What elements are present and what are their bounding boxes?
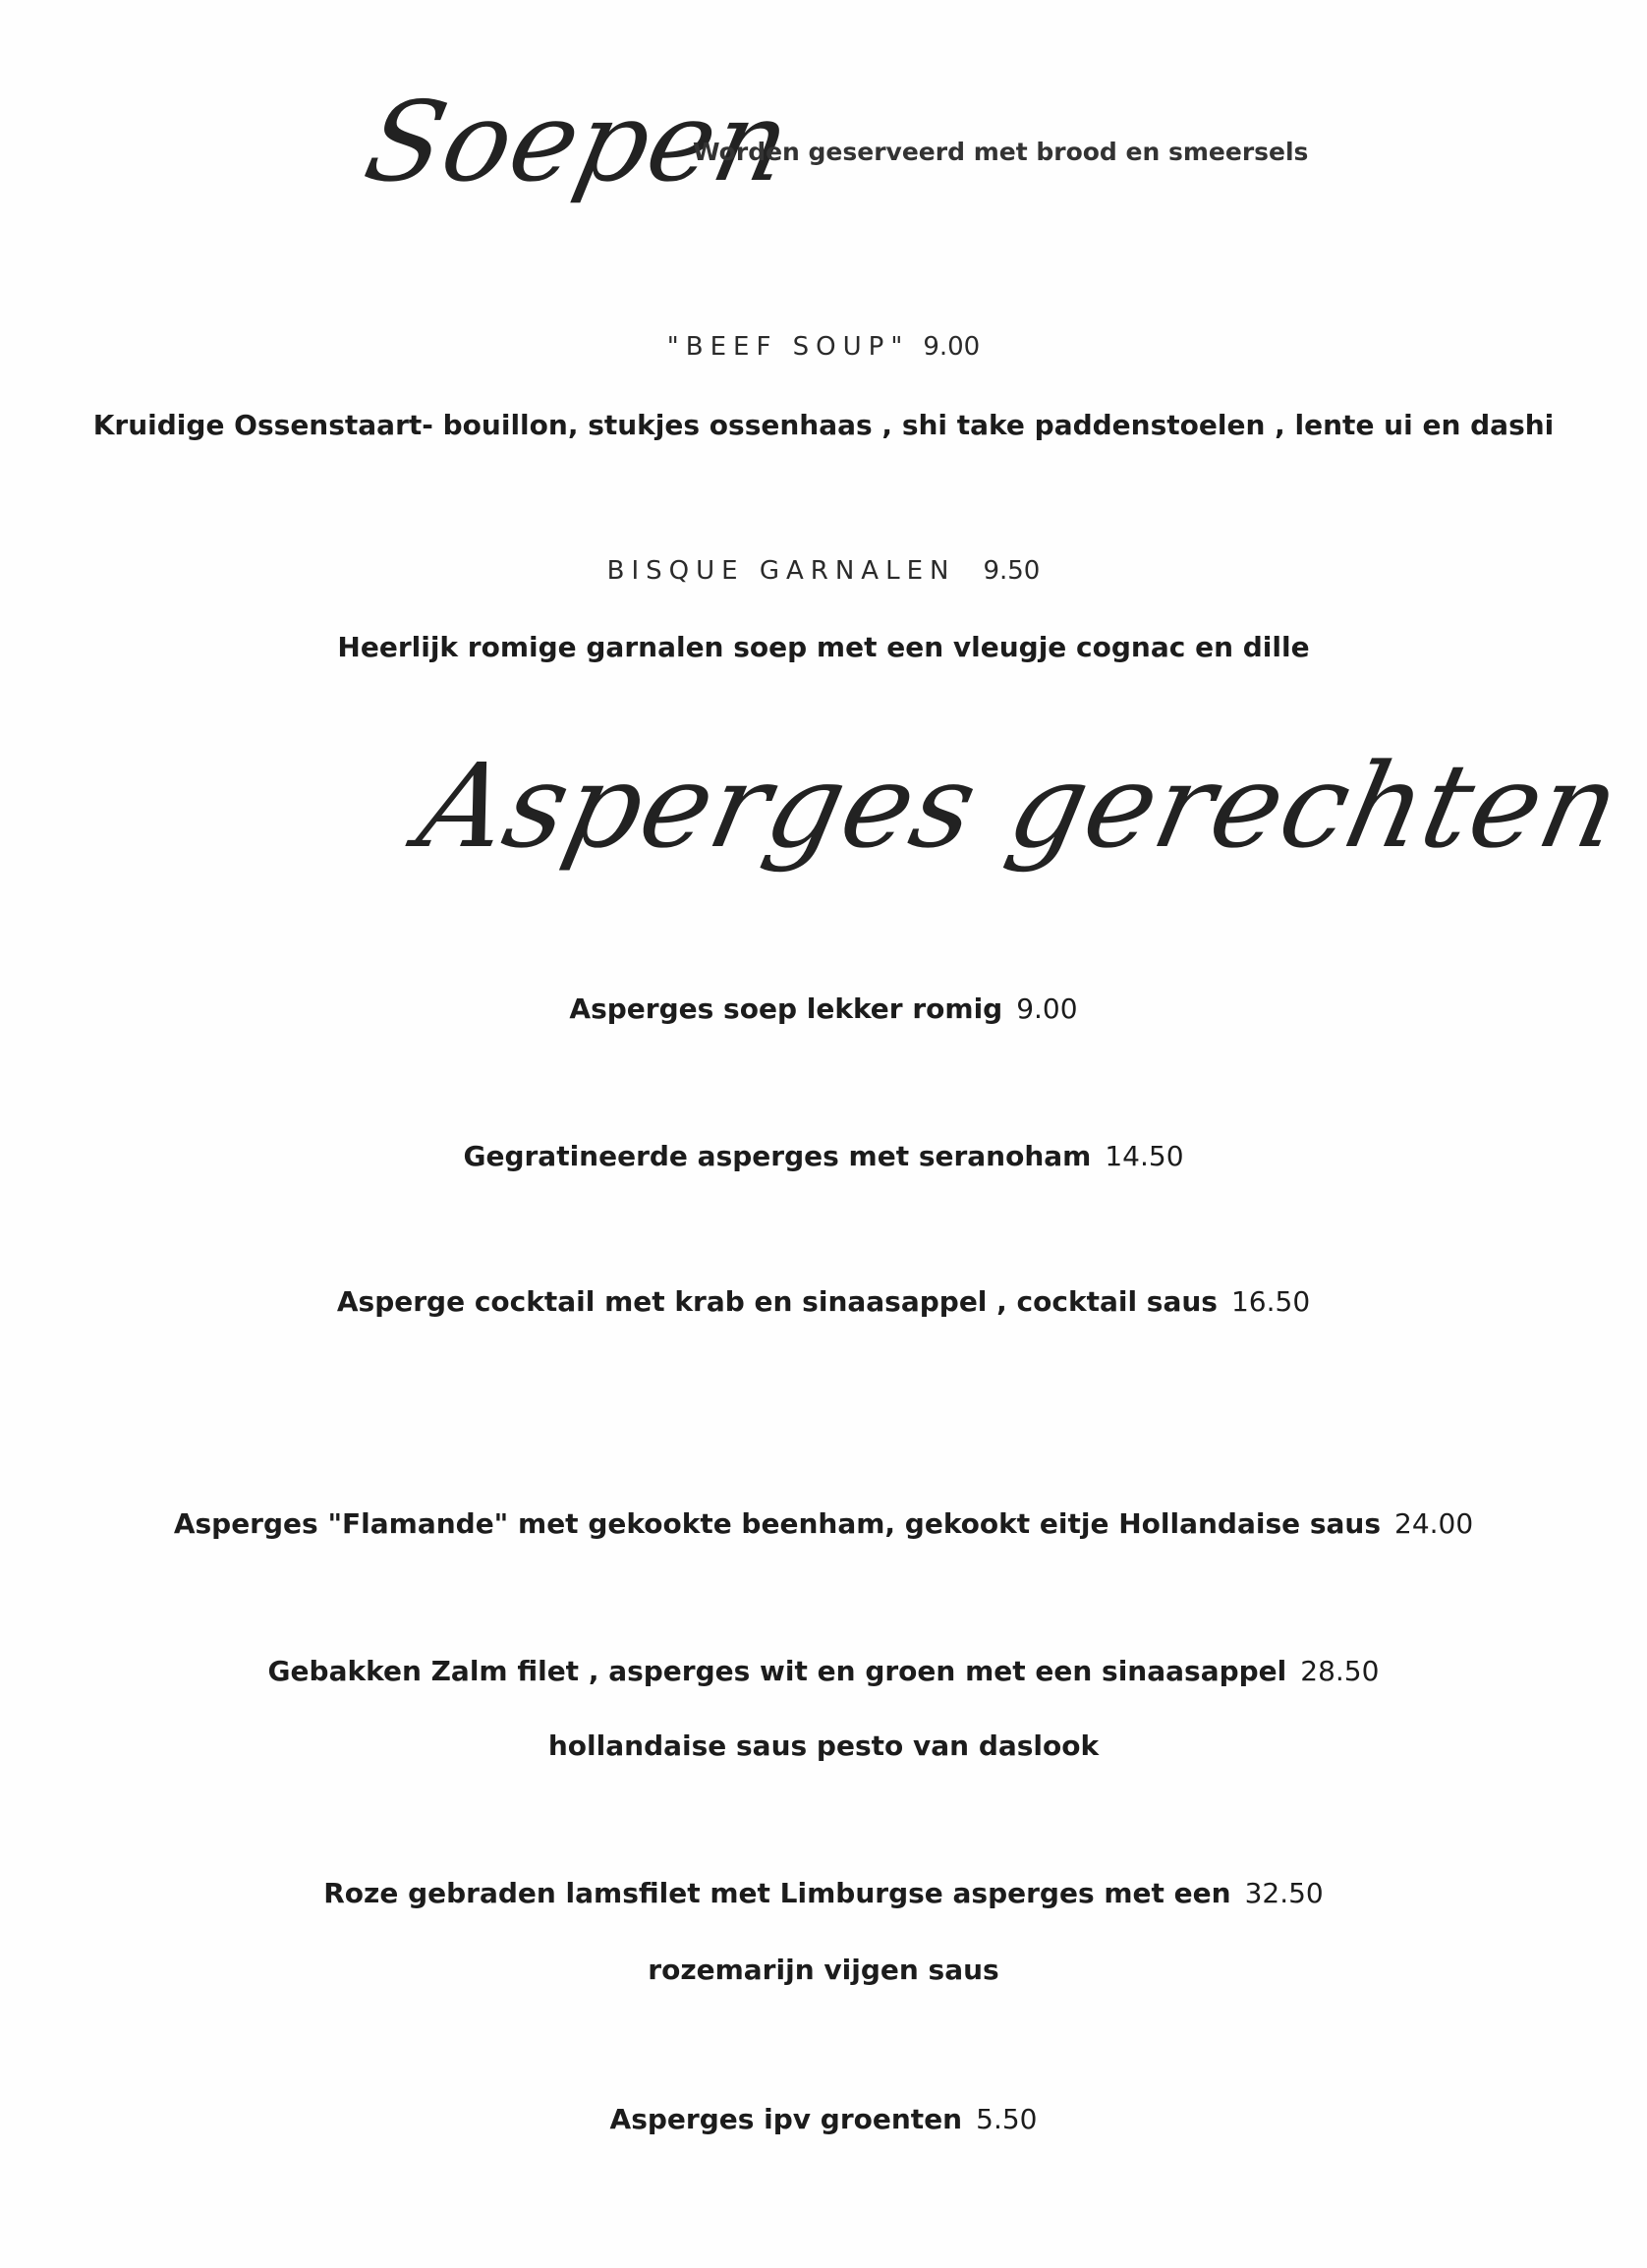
beef-soup-price: 9.00	[923, 332, 981, 362]
asperges-item-6-extra: rozemarijn vijgen saus	[648, 1954, 999, 1986]
asperges-item-5-extra: hollandaise saus pesto van daslook	[547, 1729, 1100, 1762]
bisque-description: Heerlijk romige garnalen soep met een vleugje cognac en dille	[337, 631, 1310, 663]
asperges-item-7-text: Asperges ipv groenten	[609, 2103, 963, 2135]
asperges-item-3-price: 16.50	[1230, 1285, 1311, 1318]
asperges-item-6-text: Roze gebraden lamsfilet met Limburgse asperges met een	[323, 1877, 1231, 1909]
asperges-item-5	[0, 1655, 1647, 1687]
asperges-item-6-price: 32.50	[1244, 1877, 1324, 1909]
asperges-item-1-price: 9.00	[1016, 992, 1078, 1025]
asperges-item-2	[0, 1140, 1647, 1172]
asperges-item-4-text: Asperges "Flamande" met gekookte beenham, gekookt eitje Hollandaise saus	[173, 1507, 1382, 1540]
asperges-item-2-text: Gegratineerde asperges met seranoham	[463, 1140, 1092, 1172]
asperges-item-1-text: Asperges soep lekker romig	[569, 992, 1003, 1025]
asperges-item-4	[0, 1507, 1647, 1540]
asperges-item-7	[0, 2103, 1647, 2135]
asperges-item-6	[0, 1877, 1647, 1909]
bisque-title	[0, 556, 1647, 586]
asperges-item-2-price: 14.50	[1105, 1140, 1184, 1172]
beef-soup-name: "BEEF SOUP"	[666, 332, 910, 362]
beef-soup-title	[0, 332, 1647, 362]
asperges-heading: Asperges gerechten	[408, 738, 1632, 874]
bisque-price: 9.50	[983, 556, 1041, 586]
asperges-item-5-price: 28.50	[1300, 1655, 1380, 1687]
bisque-name: BISQUE GARNALEN	[606, 556, 956, 586]
asperges-item-7-price: 5.50	[976, 2103, 1038, 2135]
soepen-heading: Soepen	[355, 79, 802, 206]
asperges-item-5-text: Gebakken Zalm filet , asperges wit en groen met een sinaasappel	[267, 1655, 1287, 1687]
asperges-item-4-price: 24.00	[1394, 1507, 1474, 1540]
beef-soup-description: Kruidige Ossenstaart- bouillon, stukjes ossenhaas , shi take paddenstoelen , lente ui en dashi	[92, 409, 1555, 441]
asperges-item-1	[0, 992, 1647, 1025]
asperges-item-3-text: Asperge cocktail met krab en sinaasappel , cocktail saus	[336, 1285, 1218, 1318]
asperges-item-3	[0, 1285, 1647, 1318]
soepen-note: Worden geserveerd met brood en smeersels	[693, 138, 1309, 166]
